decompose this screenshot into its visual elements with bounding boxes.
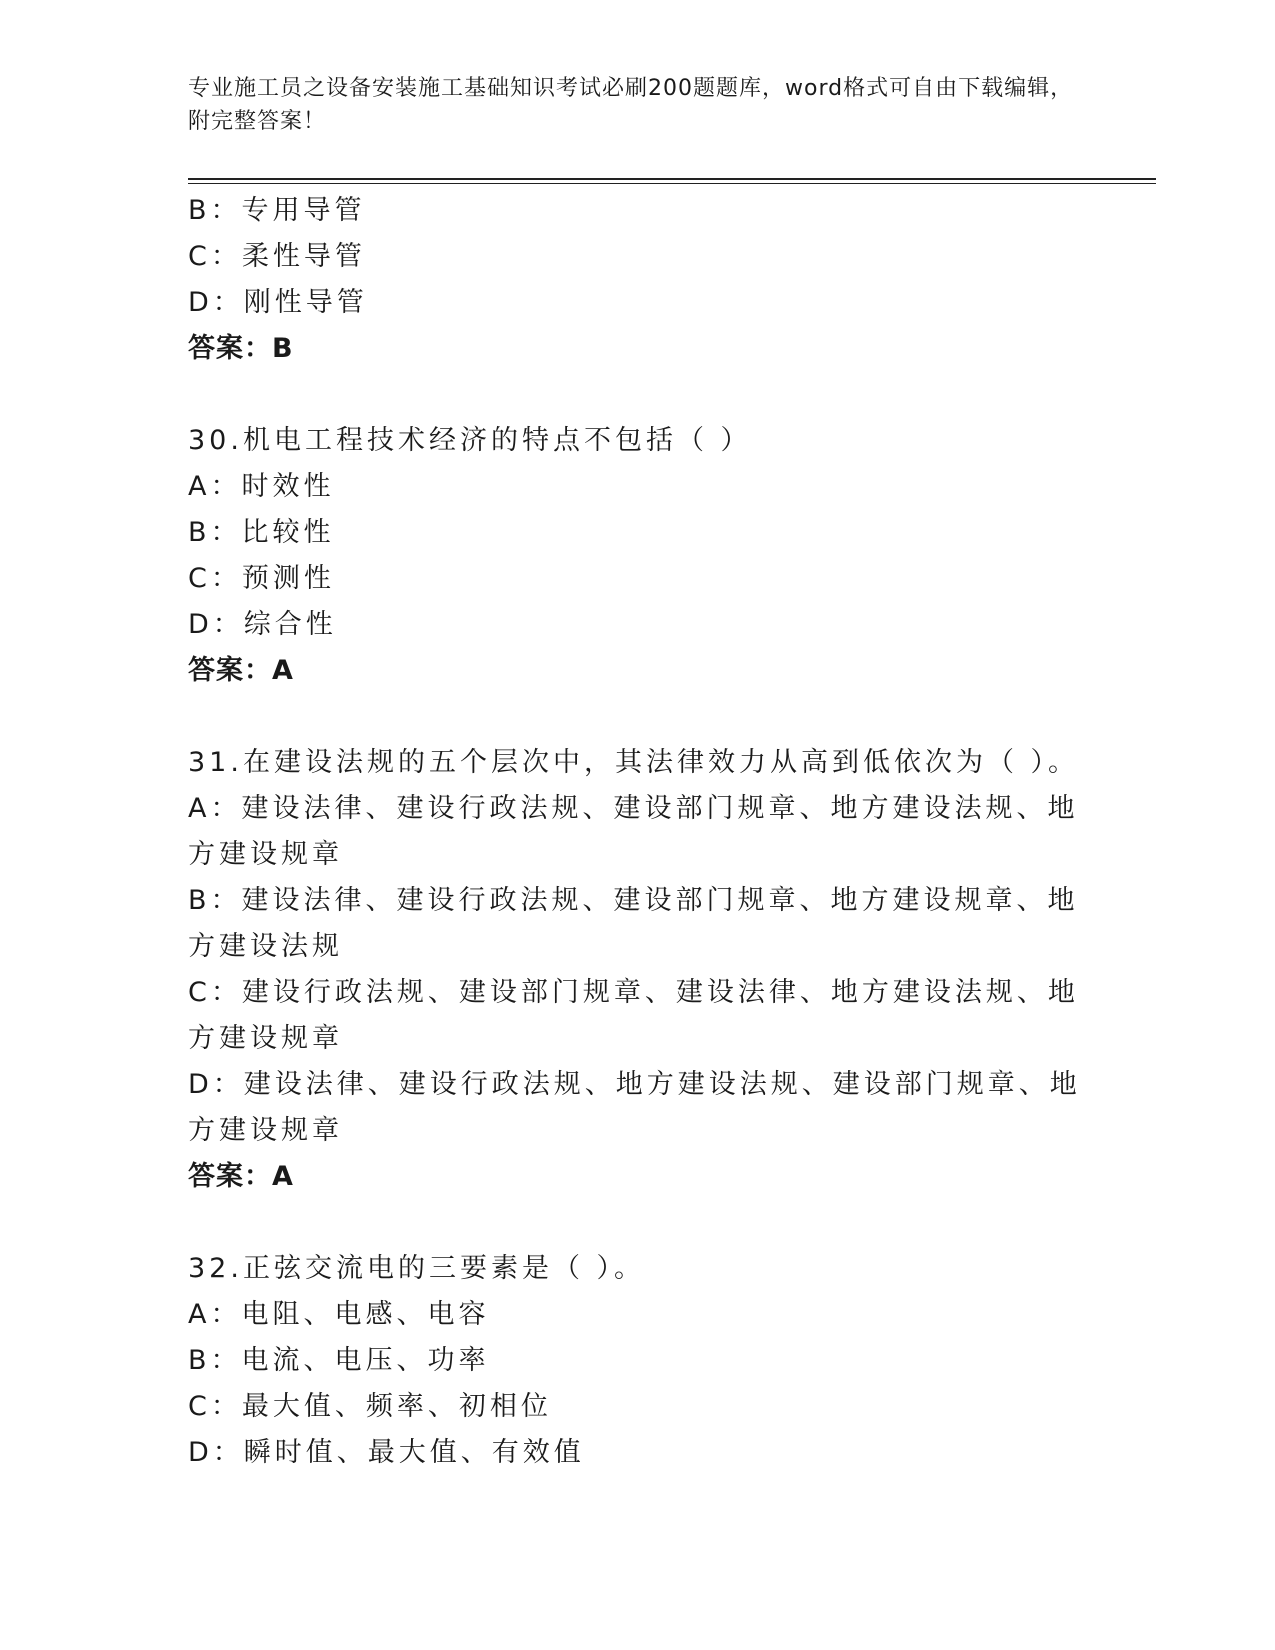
option-a: A：建设法律、建设行政法规、建设部门规章、地方建设法规、地方建设规章 (188, 793, 1079, 870)
document-header (188, 72, 1088, 138)
answer: 答案：A (188, 655, 294, 686)
header-divider-thick (188, 178, 1156, 180)
question-stem: 30.机电工程技术经济的特点不包括（ ） (188, 425, 752, 456)
option-d: D：瞬时值、最大值、有效值 (188, 1437, 585, 1468)
option-c: C：柔性导管 (188, 241, 366, 272)
option-b: B：建设法律、建设行政法规、建设部门规章、地方建设规章、地方建设法规 (188, 885, 1079, 962)
option-c: C：建设行政法规、建设部门规章、建设法律、地方建设法规、地方建设规章 (188, 977, 1079, 1054)
option-c: C：预测性 (188, 563, 335, 594)
option-a: A：时效性 (188, 471, 335, 502)
answer: 答案：A (188, 1161, 294, 1192)
header-divider-thin (188, 183, 1156, 184)
question-31 (188, 740, 1088, 1200)
option-b: B：电流、电压、功率 (188, 1345, 490, 1376)
document-body (188, 188, 1088, 1476)
question-30 (188, 418, 1088, 694)
question-stem: 31.在建设法规的五个层次中，其法律效力从高到低依次为（ ）。 (188, 747, 1080, 778)
answer: 答案：B (188, 333, 294, 364)
option-d: D：刚性导管 (188, 287, 368, 318)
question-32 (188, 1246, 1088, 1476)
option-c: C：最大值、频率、初相位 (188, 1391, 552, 1422)
option-d: D：综合性 (188, 609, 337, 640)
option-d: D：建设法律、建设行政法规、地方建设法规、建设部门规章、地方建设规章 (188, 1069, 1081, 1146)
option-a: A：电阻、电感、电容 (188, 1299, 490, 1330)
question-29-continued (188, 188, 1088, 372)
question-stem: 32.正弦交流电的三要素是（ ）。 (188, 1253, 646, 1284)
option-b: B：比较性 (188, 517, 335, 548)
header-title: 专业施工员之设备安装施工基础知识考试必刷200题题库，word格式可自由下载编辑，附完整答案！ (188, 76, 1074, 134)
option-b: B：专用导管 (188, 195, 366, 226)
